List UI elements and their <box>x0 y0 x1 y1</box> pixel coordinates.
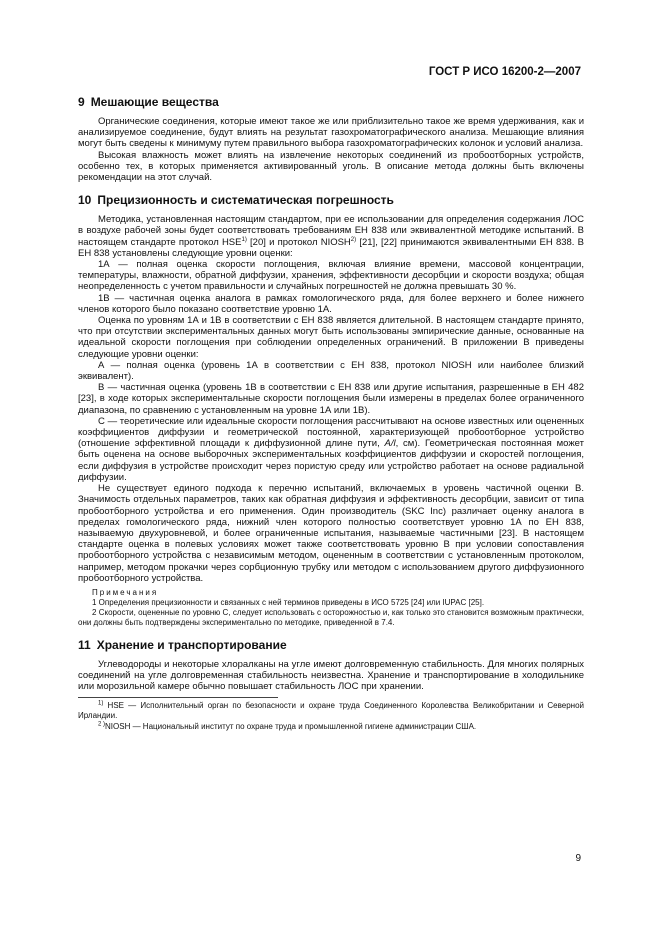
footnote-mark: 1) <box>98 699 104 706</box>
section-11-title: Хранение и транспортирование <box>96 637 287 652</box>
footnote-ref: 2) <box>350 236 357 243</box>
section-10-paragraph: Не существует единого подхода к перечню испытаний, включаемых в уровень частичной оценки В. Значимость отдельных параметров, таких как обратная диффузия и эффективность десорбции, зависит от типа пробоотборного устройства и его применения. Один производитель (SKC Inc) различает оценку аналога в пределах гомологического ряда, нижний член которого полностью соответствует уровню 1А по ЕН 838, называемую двухуровневой, и более ограниченные испытания, называемые частичными [23]. В настоящем стандарте оценка в полевых условиях может также соответствовать уровню В при условии сопоставления пробоотборного устройства с независимым методом, оцененным в соответствии с установленным протоколом, например, методом прокачки через сорбционную трубку или методом с использованием другого диффузионного пробоотборного устройства. <box>78 483 584 584</box>
page-number: 9 <box>575 853 581 864</box>
text-span: Методика, установленная настоящим стандартом, при ее использовании для определения содержания ЛОС в воздухе рабочей зоны будет соответствовать требованиям ЕН 838 или эквивалентной методике испытаний. В настоящем стандарте протокол HSE <box>78 214 584 248</box>
section-9-heading <box>78 95 584 109</box>
text-span: [21], [22] принимаются эквивалентными ЕН 838. В ЕН 838 установлены следующие уровни оценки: <box>78 236 584 259</box>
footnote-item <box>78 722 584 733</box>
section-10-title: Прецизионность и систематическая погрешность <box>97 193 394 208</box>
section-10-heading <box>78 193 584 207</box>
section-10-paragraph: 1А — полная оценка скорости поглощения, включая влияние времени, массовой концентрации, температуры, влажности, обратной диффузии, хранения, эффективности десорбции и скорости воздуха; общая неопределенность с учетом правильности и случайных погрешностей не должна превышать 30 %. <box>78 259 584 293</box>
section-9-paragraph: Органические соединения, которые имеют такое же или приблизительно такое же время удерживания, как и анализируемое соединение, будут влиять на результат газохроматографического анализа. Мешающие влияния могут быть сведены к минимуму путем правильного выбора газохроматографических колонок и условий анализа. <box>78 116 584 150</box>
notes-block <box>78 588 584 628</box>
footnote-ref: 1) <box>241 236 247 243</box>
footnote-item <box>78 701 584 722</box>
section-10-paragraph: Оценка по уровням 1А и 1В в соответствии с ЕН 838 является длительной. В настоящем стандарте принято, что при отсутствии экспериментальных данных могут быть использованы эмпирические данные, основанные на идеальной скорости поглощения при соблюдении определенных ограничений. В приложении В приведены следующие уровни оценки: <box>78 315 584 360</box>
document-header: ГОСТ Р ИСО 16200-2—2007 <box>428 66 581 78</box>
section-10-paragraph: 1В — частичная оценка аналога в рамках гомологического ряда, для более верхнего и более нижнего членов которого было показано соответствие уровню 1А. <box>78 292 584 315</box>
notes-title: Примечания <box>92 587 159 597</box>
section-9-title: Мешающие вещества <box>90 95 219 109</box>
section-10-paragraph: А — полная оценка (уровень 1А в соответствии с ЕН 838, протокол NIOSH или наиболее близкий эквивалент). <box>78 359 584 383</box>
section-10-paragraph: В — частичная оценка (уровень 1В в соответствии с ЕН 838 или другие испытания, разрешенные в ЕН 482 [23], в ходе которых экспериментальные скорости поглощения были измерены в пределах более ограниченного диапазона, по сравнению с установленным на уровне 1А или 1В). <box>78 382 584 416</box>
note-item: 2 Скорости, оцененные по уровню С, следует использовать с осторожностью и, как только это становится возможным практически, они должны быть подтверждены экспериментально по методике, приведенной в 7.4. <box>78 607 584 627</box>
footnote-mark: 2 ) <box>98 720 106 727</box>
note-item: 1 Определения прецизионности и связанных с ней терминов приведены в ИСО 5725 [24] или IUPAC [25]. <box>92 597 485 607</box>
text-span: NIOSH — Национальный институт по охране труда и промышленной гигиене администрации США. <box>105 721 477 731</box>
page-content <box>78 95 584 732</box>
text-span: HSE — Исполнительный орган по безопасности и охране труда Соединенного Королевства Великобритании и Северной Ирландии. <box>78 700 584 721</box>
formula: A/l <box>384 438 396 450</box>
section-11-heading <box>78 638 584 652</box>
text-span: , см). Геометрическая постоянная может быть оценена на основе выборочных экспериментальных коэффициентов диффузии и скоростей поглощения, если диффузия в устройстве происходит через пористую среду или устройство работает на основе радиальной диффузии. <box>78 438 584 483</box>
section-9-number: 9 <box>78 95 85 109</box>
section-10-paragraph <box>78 416 584 483</box>
section-10-paragraph <box>78 214 584 259</box>
section-10-number: 10 <box>78 193 92 208</box>
text-span: С — теоретические или идеальные скорости поглощения рассчитывают на основе известных или оцененных коэффициентов диффузии и геометрической постоянной, характеризующей пробоотборное устройство (отношение эффективной площади к диффузионной длине пути, <box>78 415 584 450</box>
text-span: [20] и протокол NIOSH <box>246 236 351 248</box>
footnotes-block <box>78 701 584 733</box>
section-11-paragraph: Углеводороды и некоторые хлоралканы на угле имеют долговременную стабильность. Для многих полярных соединений на угле долговременная стабильность неизвестна. Хранение и транспортирование в холодильнике или морозильной камере обычно повышает стабильность ЛОС при хранении. <box>78 658 584 693</box>
section-11-number: 11 <box>78 637 91 652</box>
footnote-divider <box>78 697 278 698</box>
section-9-paragraph: Высокая влажность может влиять на извлечение некоторых соединений из пробоотборных устройств, особенно тех, в которых применяется активированный уголь. В описание метода должны быть включены рекомендации на этот случай. <box>78 149 584 184</box>
